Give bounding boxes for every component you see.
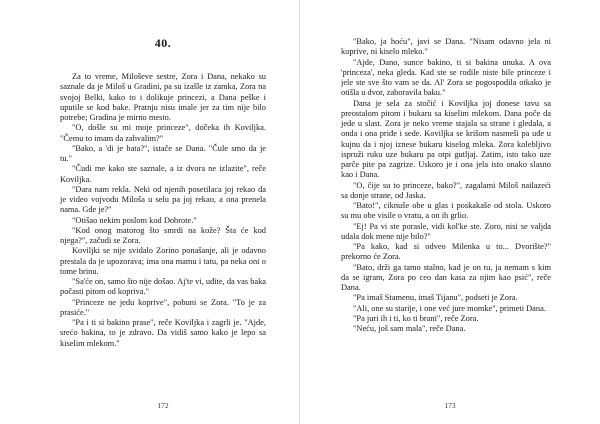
- paragraph: "O, došle su mi moje princeze", dočeka ih Koviljka. "Čemu to imam da zahvalim?": [60, 123, 266, 143]
- paragraph: "Bako, ja hoću", javi se Dana. "Nisam odavno jela ni koprive, ni kiselo mleko.": [341, 37, 551, 57]
- paragraph: Dana je sela za stočić i Koviljka joj donese tavu sa preostalom pitom i bukaru sa kiselim mlekom. Dana poče da jede u slast. Zora je neko vreme stajala sa strane i gledala, a onda i ona priđe i sede. Koviljka se krišom nasmeši pa uđe u kujnu da i njoj iznese bukaru kiselog mleka. Zora kolebljivo ispruži ruku uze bukaru pa otpi gutljaj. Zatim, isto tako uze parče pite pa zagrize. Uskoro je i ona jela isto onako slasno kao i Dana.: [341, 98, 551, 180]
- right-page-text: [341, 37, 551, 334]
- paragraph: "Ali, one su starije, i one već jure momke", primeti Dana.: [353, 303, 546, 313]
- paragraph: "Ajde, Dano, sunce bakino, ti si bakina unuka. A ova 'princeza', neka gleda. Kad ste se rodile niste bile princeze i jele ste sve što vam se da. Al' Zora se pogospodila otkako je otišla u dvor, zaboravila baku.": [341, 57, 551, 98]
- paragraph: "Otišao nekim poslom kod Dobrote.": [72, 215, 197, 225]
- right-page: [300, 0, 600, 424]
- page-number-right: 173: [444, 401, 456, 410]
- paragraph: "Princeze ne jedu koprive", pobuni se Zora. "To je za prasiće.": [60, 297, 266, 317]
- paragraph: "Bako, a 'di je bata?", istače se Dana. "Čule smo da je tu.": [60, 143, 266, 163]
- paragraph: "Kod onog matorog što smrdi na kože? Šta će kod njega?", začudi se Zora.: [60, 225, 266, 245]
- paragraph: Za to vreme, Miloševe sestre, Zora i Dana, nekako su saznale da je Miloš u Gradini, pa su izašle iz zamka, Zora na svojoj Belki, kako to i dolikuje princezi, a Dana peške i uputile se kod bake. Pratnju nisu imale jer za tim nije bilo potrebe; Gradina je mirno mesto.: [60, 72, 266, 122]
- paragraph: "Pa juri ih i ti, ko ti brani", reče Zora.: [353, 313, 479, 323]
- paragraph: "Čudi me kako ste saznale, a iz dvora ne izlazite", reče Koviljka.: [60, 164, 266, 184]
- left-page-text: [60, 72, 266, 349]
- paragraph: "Dara nam rekla. Neki od njenih posetilaca joj rekao da je video vojvodu Miloša u selu pa joj rekao, a ona prenela nama. Gde je?": [60, 184, 266, 215]
- chapter-title: 40.: [154, 36, 172, 50]
- paragraph: Koviljki se nije svidalo Zorino ponašanje, ali je odavno prestala da je upozorava; ima ona mamu i tatu, pa neka oni o tome brinu.: [60, 246, 266, 276]
- paragraph: "Bato, drži ga tamo stalno, kad je on tu, ja nemam s kim da se igram, Zora po ceo dan kasa za njim kao psić", reče Dana.: [341, 262, 551, 292]
- paragraph: "O, čije su to princeze, bako?", zagalami Miloš nailazeći sa donje strane, od Jaska.: [341, 180, 551, 200]
- page-number-left: 172: [157, 401, 169, 410]
- paragraph: "Sa'će on, samo što nije došao. Aj'te vi, uđite, da vas baka počasti pitom od kopriva.": [60, 277, 266, 297]
- paragraph: "Pa imaš Stamenu, imaš Tijanu", podseti je Zora.: [353, 293, 518, 303]
- paragraph: "Pa i ti si bakino prase", reče Koviljka i zagrli je. "Ajde, srećo bakina, to je zdravo. Da vidiš samo kako je lepo sa kiselim mlekom.": [60, 318, 266, 348]
- paragraph: "Bato!", ciknuše obe u glas i poskakaše od stola. Uskoro su mu obe visile o vratu, a on ih grlio.: [341, 201, 551, 221]
- paragraph: "Neću, još sam mala", reče Dana.: [353, 324, 466, 333]
- paragraph: "Pa kako, kad si odveo Milenka u to... Dvorište?" prekorno će Zora.: [341, 242, 551, 262]
- paragraph: "Ej! Pa vi ste porasle, vidi kol'ke ste. Zoro, nisi se valjda udala dok mene nije bilo?": [341, 221, 551, 241]
